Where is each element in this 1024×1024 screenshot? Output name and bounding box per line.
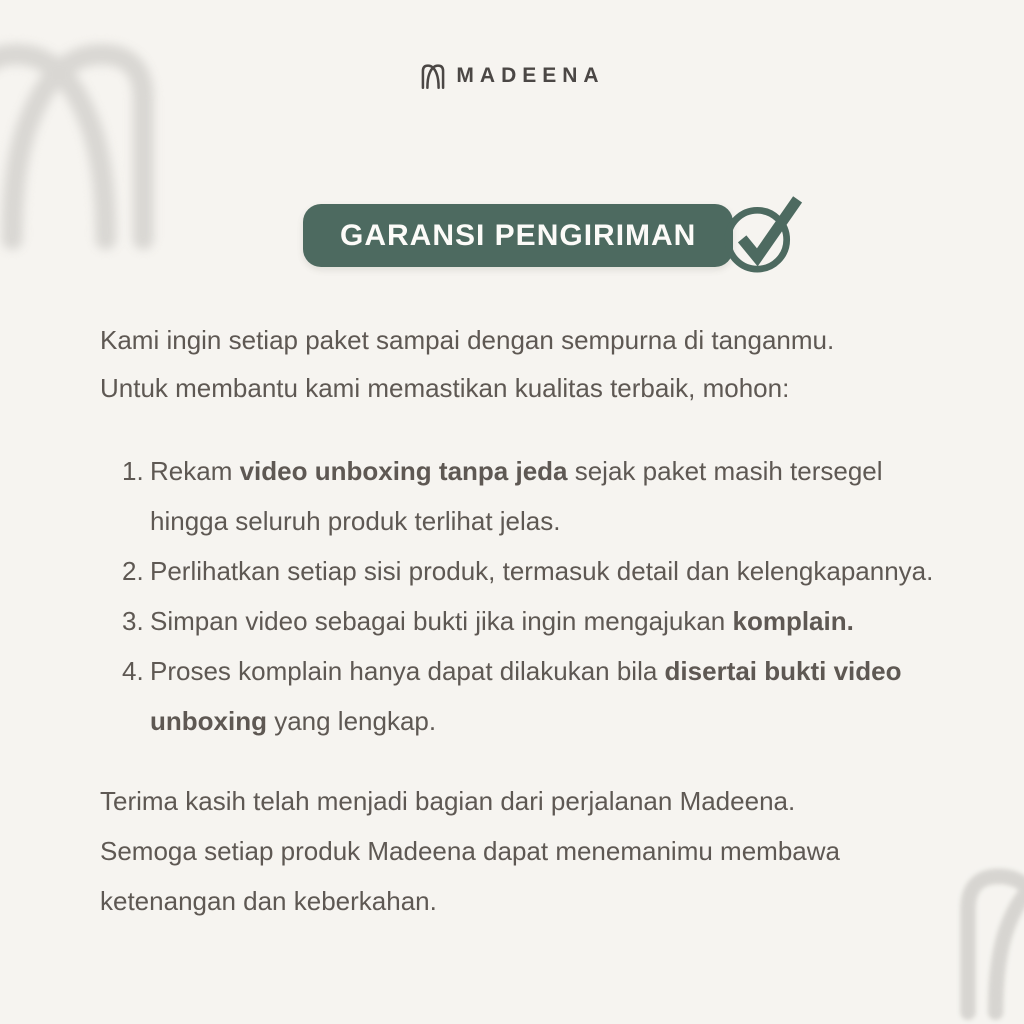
circled-checkmark-icon xyxy=(722,191,806,275)
intro-line: Untuk membantu kami memastikan kualitas terbaik, mohon: xyxy=(100,373,790,403)
list-item xyxy=(122,546,933,596)
brand-logo xyxy=(0,62,1024,90)
list-item-number: 3. xyxy=(122,606,144,636)
list-item-number: 1. xyxy=(122,456,144,486)
list-item xyxy=(122,646,933,746)
list-item-text: Rekam video unboxing tanpa jeda sejak paket masih tersegel hingga seluruh produk terlihat jelas. xyxy=(150,456,883,536)
closing-line: ketenangan dan keberkahan. xyxy=(100,886,437,916)
list-item xyxy=(122,446,933,546)
list-item-text: Proses komplain hanya dapat dilakukan bila disertai bukti video unboxing yang lengkap. xyxy=(150,656,902,736)
closing-line: Terima kasih telah menjadi bagian dari perjalanan Madeena. xyxy=(100,786,796,816)
list-item-number: 4. xyxy=(122,656,144,686)
list-item-number: 2. xyxy=(122,556,144,586)
closing-line: Semoga setiap produk Madeena dapat menemanimu membawa xyxy=(100,836,840,866)
list-item xyxy=(122,596,933,646)
guarantee-list xyxy=(122,446,933,746)
madeena-monogram-icon xyxy=(419,62,447,90)
intro-paragraph xyxy=(100,316,834,412)
madeena-monogram-watermark-top-left-icon xyxy=(0,24,176,258)
closing-paragraph xyxy=(100,776,840,926)
list-item-text: Simpan video sebagai bukti jika ingin mengajukan komplain. xyxy=(150,606,854,636)
madeena-monogram-watermark-bottom-right-icon xyxy=(944,854,1024,1024)
brand-name: MADEENA xyxy=(456,64,605,87)
intro-line: Kami ingin setiap paket sampai dengan sempurna di tanganmu. xyxy=(100,325,835,355)
page-title: GARANSI PENGIRIMAN xyxy=(303,204,733,267)
list-item-text: Perlihatkan setiap sisi produk, termasuk detail dan kelengkapannya. xyxy=(150,556,934,586)
